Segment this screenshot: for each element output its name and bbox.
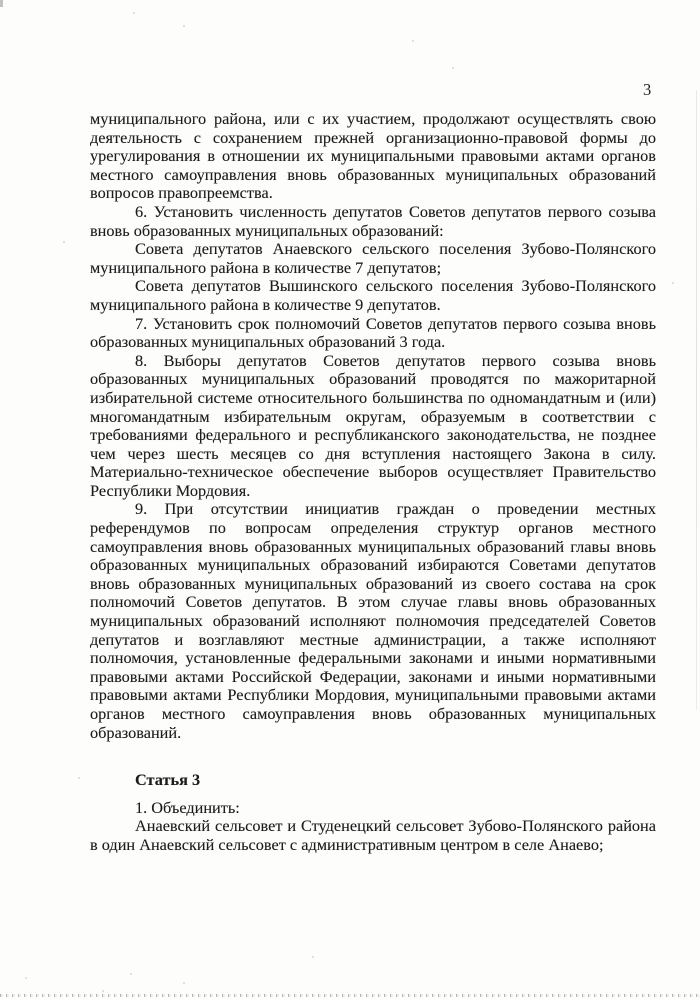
scan-speck (102, 990, 104, 992)
body-paragraph-anaevo-council: Совета депутатов Анаевского сельского поселения Зубово-Полянского муниципального района в количестве 7 депутатов; (90, 239, 656, 277)
scan-speck (133, 12, 135, 14)
body-paragraph-item-6: 6. Установить численность депутатов Советов депутатов первого созыва вновь образованных муниципальных образований: (90, 201, 656, 240)
scan-speck (452, 67, 454, 69)
scan-speck (183, 982, 185, 984)
scan-speck (25, 977, 27, 979)
scan-edge-bottom-noise (0, 994, 700, 997)
document-text-block (90, 110, 656, 855)
page-number: 3 (643, 80, 652, 99)
scan-corner-mark (0, 0, 3, 7)
body-paragraph-continuation: муниципального района, или с их участием, продолжают осуществлять свою деятельность с сохранением прежней организационно-правовой формы до урегулирования в отношении их муниципальными правовыми актами органов местного самоуправления вновь образованных муниципальных образований вопросов правопреемства. (90, 109, 656, 203)
scan-speck (183, 25, 185, 27)
scan-speck (130, 973, 132, 975)
scan-speck (78, 777, 80, 779)
body-paragraph-item-7: 7. Установить срок полномочий Советов депутатов первого созыва вновь образованных муниципальных образований 3 года. (90, 313, 656, 352)
article-3-heading: Статья 3 (135, 770, 201, 790)
scan-speck (672, 282, 674, 284)
scan-edge-right-shadow (696, 90, 697, 710)
scan-speck (63, 241, 65, 243)
body-paragraph-vyshinsky-council: Совета депутатов Вышинского сельского поселения Зубово-Полянского муниципального района в количестве 9 депутатов. (90, 276, 656, 314)
body-paragraph-anaevsky-selsovet: Анаевский сельсовет и Студенецкий сельсовет Зубово-Полянского района в один Анаевский сельсовет с административным центром в селе Анаево; (90, 816, 656, 854)
body-paragraph-item-9: 9. При отсутствии инициатив граждан о проведении местных референдумов по вопросам определения структур органов местного самоуправления вновь образованных муниципальных образований главы вновь образованных муниципальных образований избираются Советами депутатов вновь образованных муниципальных образований из своего состава на срок полномочий Советов депутатов. В этом случае главы вновь образованных муниципальных образований исполняют полномочия председателей Советов депутатов и возглавляют местные администрации, а также исполняют полномочия, установленные федеральными законами и иными нормативными правовыми актами Российской Федерации, законами и иными нормативными правовыми актами Республики Мордовия, муниципальными правовыми актами органов местного самоуправления вновь образованных муниципальных образований. (90, 499, 656, 742)
scan-speck (412, 40, 414, 42)
body-paragraph-unite: 1. Объединить: (135, 797, 240, 817)
scan-speck (312, 956, 314, 958)
body-paragraph-item-8: 8. Выборы депутатов Советов депутатов первого созыва вновь образованных муниципальных образований проводятся по мажоритарной избирательной системе относительного большинства по одномандатным и (или) многомандатным избирательным округам, образуемым в соответствии с требованиями федерального и республиканского законодательства, не позднее чем через шесть месяцев со дня вступления настоящего Закона в силу. Материально-техническое обеспечение выборов осуществляет Правительство Республики Мордовия. (90, 350, 656, 500)
